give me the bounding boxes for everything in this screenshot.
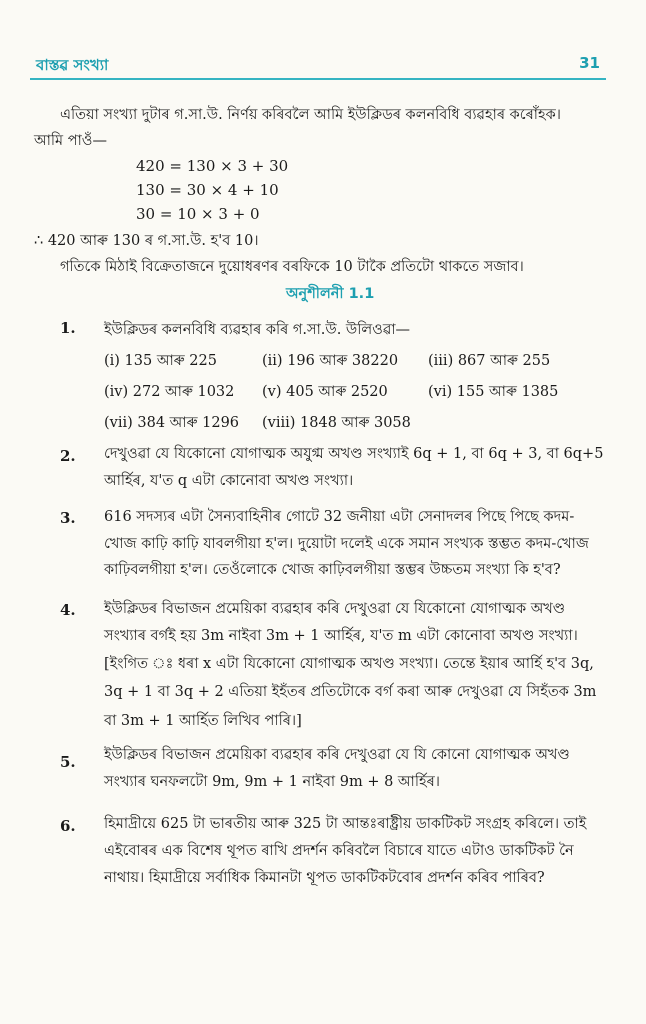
question-4-line-1: ইউক্লিডৰ বিভাজন প্ৰমেয়িকা ব্যৱহাৰ কৰি দেখুওৱা যে যিকোনো যোগাত্মক অখণ্ড	[104, 601, 566, 617]
pair-ii: (ii) 196 আৰু 38220	[262, 353, 399, 369]
question-6-line-3: নাথায়। হিমাদ্ৰীয়ে সৰ্বাধিক কিমানটা থূপত ডাকটিকটবোৰ প্ৰদৰ্শন কৰিব পাৰিব?	[104, 870, 545, 886]
question-4-hint-line-2: 3q + 1 বা 3q + 2 এতিয়া ইহঁতৰ প্ৰতিটোকে বৰ্গ কৰা আৰু দেখুওৱা যে সিহঁতক 3m	[104, 684, 597, 700]
question-number-2: 2.	[60, 447, 76, 465]
pair-viii: (viii) 1848 আৰু 3058	[262, 415, 411, 431]
pair-iii: (iii) 867 আৰু 255	[428, 353, 551, 369]
pair-vi: (vi) 155 আৰু 1385	[428, 384, 559, 400]
pair-v: (v) 405 আৰু 2520	[262, 384, 388, 400]
question-number-4: 4.	[60, 601, 76, 619]
exercise-title: অনুশীলনী 1.1	[286, 286, 375, 302]
question-number-5: 5.	[60, 753, 76, 771]
question-number-1: 1.	[60, 319, 76, 337]
question-4-line-2: সংখ্যাৰ বৰ্গই হয় 3m নাইবা 3m + 1 আৰ্হিৰ, য'ত m এটা কোনোবা অখণ্ড সংখ্যা।	[104, 628, 578, 644]
intro-line-1: এতিয়া সংখ্যা দুটাৰ গ.সা.উ. নিৰ্ণয় কৰিবলৈ আমি ইউক্লিডৰ কলনবিধি ব্যৱহাৰ কৰোঁহক।	[60, 107, 561, 123]
question-3-line-2: খোজ কাঢ়ি কাঢ়ি যাবলগীয়া হ'ল। দুয়োটা দলেই একে সমান সংখ্যক স্তম্ভত কদম-খোজ	[104, 536, 589, 552]
question-4-hint-line-1: [ইংগিত ঃ ধৰা x এটা যিকোনো যোগাত্মক অখণ্ড সংখ্যা। তেন্তে ইয়াৰ আৰ্হি হ'ব 3q,	[104, 656, 594, 672]
question-1-text: ইউক্লিডৰ কলনবিধি ব্যৱহাৰ কৰি গ.সা.উ. উলিওৱা—	[104, 322, 411, 338]
question-5-line-1: ইউক্লিডৰ বিভাজন প্ৰমেয়িকা ব্যৱহাৰ কৰি দেখুওৱা যে যি কোনো যোগাত্মক অখণ্ড	[104, 747, 570, 763]
question-number-3: 3.	[60, 509, 76, 527]
page-number: 31	[579, 54, 600, 72]
question-5-line-2: সংখ্যাৰ ঘনফলটো 9m, 9m + 1 নাইবা 9m + 8 আৰ্হিৰ।	[104, 774, 440, 790]
chapter-title: বাস্তৱ সংখ্যা	[36, 56, 109, 74]
equation-2: 130 = 30 × 4 + 10	[136, 181, 279, 199]
question-3-line-3: কাঢ়িবলগীয়া হ'ল। তেওঁলোকে খোজ কাঢ়িবলগীয়া স্তম্ভৰ উচ্চতম সংখ্যা কি হ'ব?	[104, 562, 561, 578]
conclusion-line: ∴ 420 আৰু 130 ৰ গ.সা.উ. হ'ব 10।	[34, 233, 259, 249]
question-6-line-2: এইবোৰৰ এক বিশেষ থূপত ৰাখি প্ৰদৰ্শন কৰিবলৈ বিচাৰে যাতে এটাও ডাকটিকট নৈ	[104, 843, 574, 859]
question-number-6: 6.	[60, 817, 76, 835]
question-6-line-1: হিমাদ্ৰীয়ে 625 টা ভাৰতীয় আৰু 325 টা আন্তঃৰাষ্ট্ৰীয় ডাকটিকট সংগ্ৰহ কৰিলে। তাই	[104, 816, 587, 832]
question-3-line-1: 616 সদস্যৰ এটা সৈন্যবাহিনীৰ গোটে 32 জনীয়া এটা সেনাদলৰ পিছে পিছে কদম-	[104, 509, 575, 525]
question-2-line-2: আৰ্হিৰ, য'ত q এটা কোনোবা অখণ্ড সংখ্যা।	[104, 473, 354, 489]
intro-line-3: গতিকে মিঠাই বিক্ৰেতাজনে দুয়োধৰণৰ বৰফিকে 10 টাকৈ প্ৰতিটো থাকতে সজাব।	[60, 259, 524, 275]
pair-i: (i) 135 আৰু 225	[104, 353, 217, 369]
intro-line-2: আমি পাওঁ—	[34, 133, 107, 149]
pair-iv: (iv) 272 আৰু 1032	[104, 384, 235, 400]
pair-vii: (vii) 384 আৰু 1296	[104, 415, 240, 431]
equation-1: 420 = 130 × 3 + 30	[136, 157, 289, 175]
question-2-line-1: দেখুওৱা যে যিকোনো যোগাত্মক অযুগ্ম অখণ্ড সংখ্যাই 6q + 1, বা 6q + 3, বা 6q+5	[104, 446, 604, 462]
equation-3: 30 = 10 × 3 + 0	[136, 205, 260, 223]
page-header	[30, 50, 606, 80]
question-4-hint-line-3: বা 3m + 1 আৰ্হিত লিখিব পাৰি।]	[104, 713, 302, 729]
